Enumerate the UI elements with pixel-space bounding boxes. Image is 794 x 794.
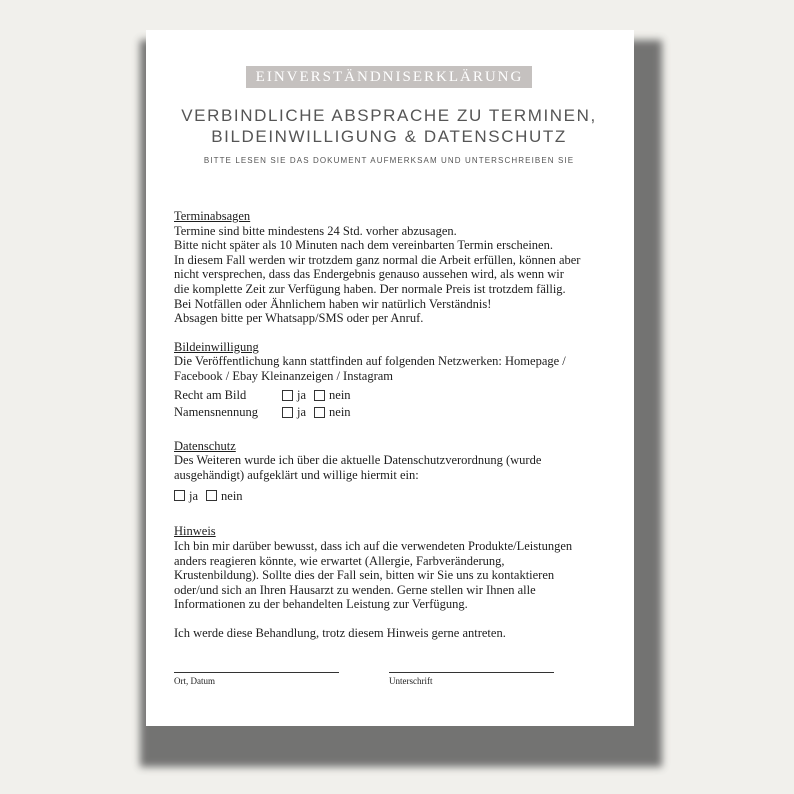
title-line-1: VERBINDLICHE ABSPRACHE ZU TERMINEN, [181, 106, 597, 125]
checkbox[interactable] [282, 407, 293, 418]
text-line: ausgehändigt) aufgeklärt und willige hiermit ein: [174, 467, 419, 482]
option-ja[interactable] [282, 405, 306, 420]
text-line: Ich bin mir darüber bewusst, dass ich auf die verwendeten Produkte/Leistungen [174, 538, 573, 553]
section-heading: Datenschutz [174, 438, 236, 453]
checkbox[interactable] [206, 490, 217, 501]
consent-row-recht-am-bild [174, 387, 604, 404]
text-line: Absagen bitte per Whatsapp/SMS oder per Anruf. [174, 311, 424, 326]
text-line: Termine sind bitte mindestens 24 Std. vorher abzusagen. [174, 223, 457, 238]
checkbox[interactable] [314, 390, 325, 401]
signature-field[interactable] [389, 672, 554, 689]
option-label: nein [221, 488, 243, 503]
text-line: In diesem Fall werden wir trotzdem ganz normal die Arbeit erfüllen, können aber [174, 252, 581, 267]
option-ja[interactable] [282, 388, 306, 403]
text-line: Die Veröffentlichung kann stattfinden auf folgenden Netzwerken: Homepage / [174, 354, 566, 369]
section-bildeinwilligung [174, 340, 604, 421]
document-title [174, 105, 604, 147]
section-heading: Hinweis [174, 524, 216, 539]
closing-statement: Ich werde diese Behandlung, trotz diesem Hinweis gerne antreten. [174, 625, 506, 640]
signature-block [174, 672, 604, 689]
option-nein[interactable] [206, 489, 243, 504]
title-line-2: BILDEINWILLIGUNG & DATENSCHUTZ [211, 127, 567, 146]
option-nein[interactable] [314, 405, 351, 420]
place-date-label: Ort, Datum [174, 676, 215, 687]
datenschutz-options [174, 487, 604, 504]
option-label: nein [329, 387, 351, 402]
option-label: ja [189, 488, 199, 503]
signature-line[interactable] [389, 672, 554, 673]
text-line: nicht versprechen, dass das Endergebnis genauso aussehen wird, als wenn wir [174, 267, 564, 282]
document-subtitle: BITTE LESEN SIE DAS DOKUMENT AUFMERKSAM UND UNTERSCHREIBEN SIE [203, 156, 575, 165]
option-label: nein [329, 404, 351, 419]
section-terminabsagen [174, 209, 604, 326]
consent-row-label: Recht am Bild [174, 387, 247, 402]
place-date-line[interactable] [174, 672, 339, 673]
text-line: Des Weiteren wurde ich über die aktuelle Datenschutzverordnung (wurde [174, 453, 542, 468]
section-heading: Bildeinwilligung [174, 339, 259, 354]
place-date-field[interactable] [174, 672, 339, 689]
consent-row-namensnennung [174, 404, 604, 421]
section-datenschutz [174, 439, 604, 505]
option-label: ja [297, 387, 307, 402]
section-hinweis [174, 524, 604, 640]
text-line: die komplette Zeit zur Verfügung haben. Der normale Preis ist trotzdem fällig. [174, 281, 566, 296]
consent-row-label: Namensnennung [174, 404, 259, 419]
option-label: ja [297, 404, 307, 419]
text-line: Informationen zu der behandelten Leistung zur Verfügung. [174, 597, 468, 612]
document-banner: EINVERSTÄNDNISERKLÄRUNG [246, 66, 533, 88]
document-page [146, 30, 634, 726]
text-line: anders reagieren könnte, wie erwartet (Allergie, Farbveränderung, [174, 553, 505, 568]
document-body [174, 209, 604, 689]
text-line: oder/und sich an Ihren Hausarzt zu wenden. Gerne stellen wir Ihnen alle [174, 582, 536, 597]
checkbox[interactable] [282, 390, 293, 401]
signature-label: Unterschrift [389, 676, 433, 687]
section-heading: Terminabsagen [174, 209, 251, 223]
option-nein[interactable] [314, 388, 351, 403]
option-ja[interactable] [174, 489, 198, 504]
checkbox[interactable] [174, 490, 185, 501]
checkbox[interactable] [314, 407, 325, 418]
text-line: Krustenbildung). Sollte dies der Fall sein, bitten wir Sie uns zu kontaktieren [174, 568, 555, 583]
text-line: Bei Notfällen oder Ähnlichem haben wir natürlich Verständnis! [174, 296, 492, 311]
text-line: Bitte nicht später als 10 Minuten nach dem vereinbarten Termin erscheinen. [174, 238, 553, 253]
text-line: Facebook / Ebay Kleinanzeigen / Instagram [174, 368, 394, 383]
